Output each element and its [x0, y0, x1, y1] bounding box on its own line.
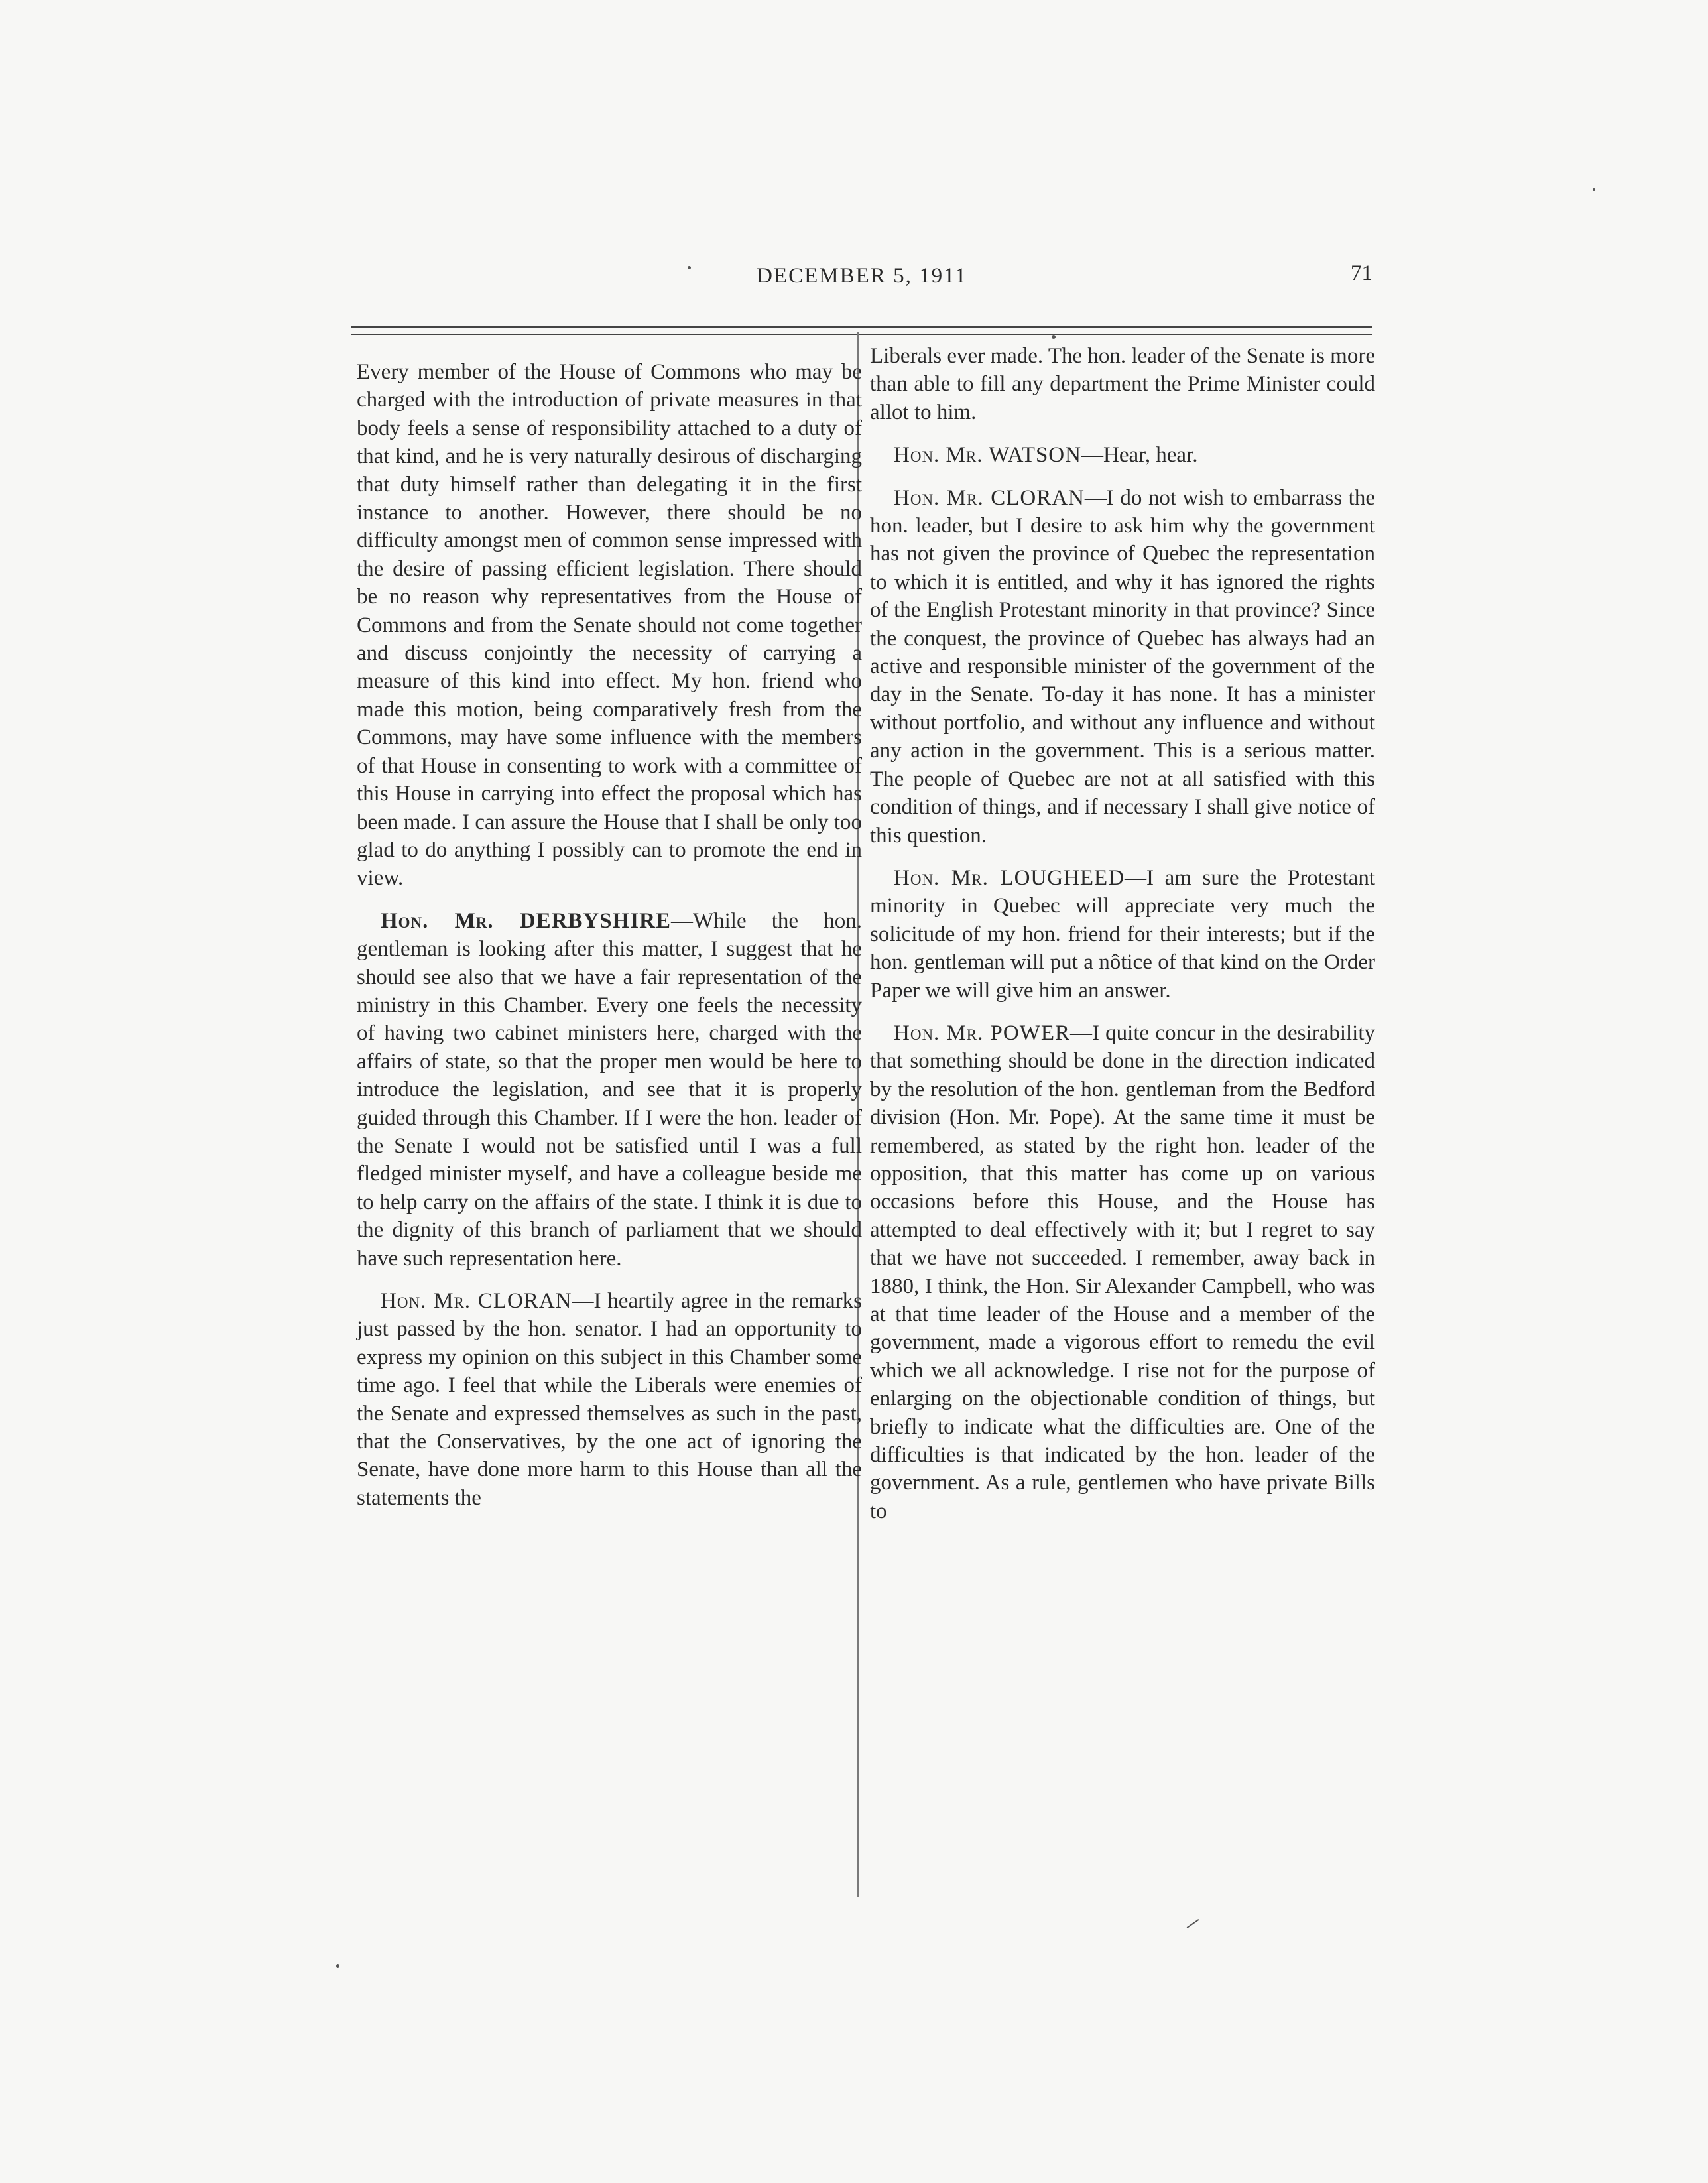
paragraph-text: —I do not wish to embarrass the hon. leader, but I desire to ask him why the government has not given the province of Quebec the representation to which it is entitled, and why it has ignored the rights of the English Protestant minority in that province? Since the conquest, the province of Quebec has always had an active and responsible minister of the government of the day in the Senate. To-day it has none. It has a minister without portfolio, and without any influence and without any action in the government. This is a serious matter. The people of Quebec are not at all satisfied with this condition of things, and if necessary I shall give notice of this question.: [870, 485, 1375, 847]
page-date: DECEMBER 5, 1911: [757, 264, 967, 288]
left-column: [357, 358, 862, 1527]
paragraph: [357, 907, 862, 1273]
speaker-name: Hon. Mr. DERBYSHIRE: [381, 908, 671, 933]
page-header: [351, 261, 1372, 297]
scan-speck: [336, 1964, 339, 1968]
header-rule-bottom: [351, 334, 1372, 335]
right-column: [870, 342, 1375, 1540]
speaker-name: Hon. Mr. LOUGHEED: [894, 865, 1125, 890]
paragraph: [870, 864, 1375, 1005]
paragraph-text: —I quite concur in the desirability that something should be done in the direction indicated by the resolution of the hon. gentleman from the Bedford division (Hon. Mr. Pope). At the same time it must be remembered, as stated by the right hon. leader of the opposition, that this matter has come up on various occasions before this House, and the House has attempted to deal effectively with it; but I regret to say that we have not succeeded. I remember, away back in 1880, I think, the Hon. Sir Alexander Campbell, who was at that time leader of the House and a member of the government, made a vigorous effort to remedu the evil which we all acknowledge. I rise not for the purpose of enlarging on the objectionable condition of things, but briefly to indicate what the difficulties are. One of the difficulties is that indicated by the hon. leader of the government. As a rule, gentlemen who have private Bills to: [870, 1021, 1376, 1523]
page-number: 71: [1351, 261, 1372, 285]
paragraph: [870, 1019, 1375, 1525]
speaker-name: Hon. Mr. POWER: [894, 1021, 1071, 1045]
speaker-name: Hon. Mr. CLORAN: [381, 1289, 572, 1313]
paragraph: [357, 358, 862, 893]
speaker-name: Hon. Mr. WATSON: [894, 443, 1081, 468]
header-rule-top: [351, 326, 1372, 328]
speaker-name: Hon. Mr. CLORAN: [894, 485, 1085, 510]
paragraph: [870, 342, 1375, 426]
paragraph-text: —While the hon. gentleman is looking after this matter, I suggest that he should see also that we have a fair representation of the ministry in this Chamber. Every one feels the necessity of having two cabinet ministers here, charged with the affairs of state, so that the proper men would be here to introduce the legislation, and see that it is properly guided through this Chamber. If I were the hon. leader of the Senate I would not be satisfied until I was a full fledged minister myself, and have a colleague beside me to help carry on the affairs of the state. I think it is due to the dignity of this branch of parliament that we should have such representation here.: [357, 908, 862, 1271]
paragraph-text: —I heartily agree in the remarks just passed by the hon. senator. I had an opportunity to express my opinion on this subject in this Chamber some time ago. I feel that while the Liberals were enemies of the Senate and expressed themselves as such in the past, that the Conservatives, by the one act of ignoring the Senate, have done more harm to this House than all the statements the: [357, 1289, 862, 1510]
paragraph: [870, 484, 1375, 849]
paragraph-text: —Hear, hear.: [1081, 443, 1198, 468]
paragraph: [870, 441, 1375, 469]
scan-speck: [1186, 1919, 1199, 1928]
scan-speck: [1052, 335, 1056, 339]
paragraph: [357, 1287, 862, 1512]
paragraph-text: —I am sure the Protestant minority in Quebec will appreciate very much the solicitude of my hon. friend for their interests; but if the hon. gentleman will put a nôtice of that kind on the Order Paper we will give him an answer.: [870, 865, 1375, 1003]
scan-speck: [1593, 188, 1595, 191]
paragraph-text: Every member of the House of Commons who may be charged with the introduction of private measures in that body feels a sense of responsibility attached to a duty of that kind, and he is very naturally desirous of discharging that duty himself rather than delegating it in the first instance to another. However, there should be no difficulty amongst men of common sense impressed with the desire of passing efficient legislation. There should be no reason why representatives from the House of Commons and from the Senate should not come together and discuss conjointly the necessity of carrying a measure of this kind into effect. My hon. friend who made this motion, being comparatively fresh from the Commons, may have some influence with the members of that House in consenting to work with a committee of this House in carrying into effect the proposal which has been made. I can assure the House that I shall be only too glad to do anything I possibly can to promote the end in view.: [357, 360, 862, 891]
scan-speck: [688, 266, 691, 269]
paragraph-text: Liberals ever made. The hon. leader of the Senate is more than able to fill any department the Prime Minister could allot to him.: [870, 344, 1375, 424]
